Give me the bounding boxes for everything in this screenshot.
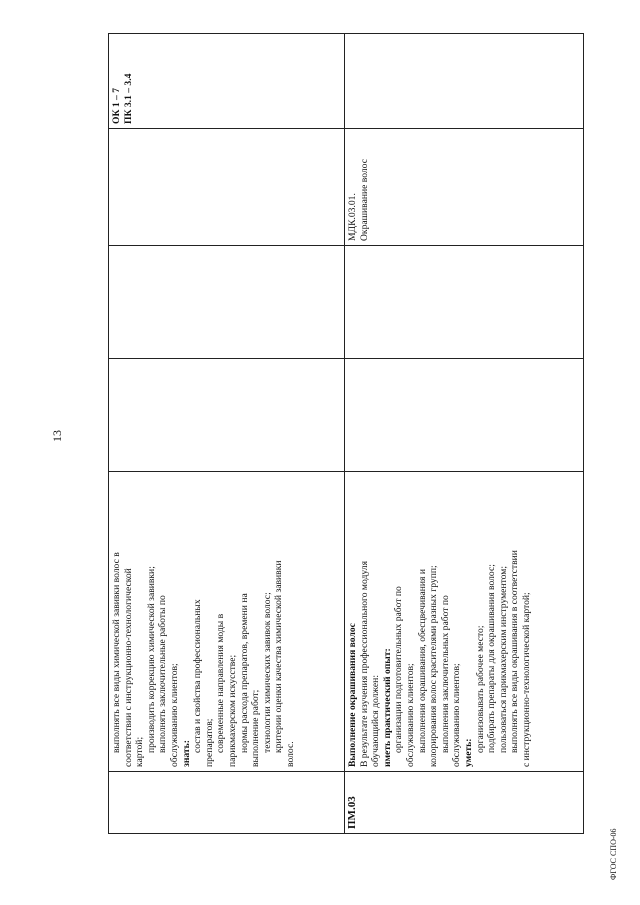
text-line: препаратов; — [203, 718, 215, 767]
text-line: выполнения заключительных работ по — [439, 595, 451, 753]
text-line: иметь практический опыт: — [381, 648, 393, 767]
text-line: колорирования волос красителями разных групп; — [428, 565, 440, 767]
text-line: выполнять все виды химической завивки волос в — [111, 552, 122, 753]
text-line: технологии химических завивок волос; — [261, 592, 273, 753]
module-code: ПМ.03 — [346, 796, 358, 829]
text-line: современные направления моды в — [215, 613, 227, 753]
footer-label: ФГОС СПО-06 — [609, 828, 618, 880]
table-row — [345, 34, 584, 834]
text-line: подбирать препараты для окрашивания волос; — [486, 564, 498, 753]
text-line: обслуживанию клиентов; — [168, 663, 180, 767]
hours-cell — [345, 246, 584, 359]
text-line: обслуживанию клиентов; — [451, 663, 463, 767]
content-cell — [109, 472, 345, 772]
content-cell — [345, 472, 584, 772]
page-number: 13 — [50, 430, 64, 442]
text-line: выполнение работ; — [250, 689, 262, 767]
text-line: обслуживанию клиентов; — [404, 663, 416, 767]
text-line: нормы расхода препаратов, времени на — [238, 593, 250, 753]
hours-cell — [345, 359, 584, 472]
text-line: организовывать рабочее место; — [474, 625, 486, 753]
text-line: В результате изучения профессионального модуля — [358, 561, 370, 767]
competencies-cell — [345, 34, 584, 129]
text-line: критерии оценки качества химической завивки — [273, 560, 285, 753]
rotated-table-sheet — [108, 34, 583, 834]
table-row — [109, 34, 345, 834]
text-line: пользоваться парикмахерским инструментом; — [497, 566, 509, 753]
text-line: ОК 1 – 7 — [111, 87, 122, 124]
mdk-cell — [345, 129, 584, 246]
text-line: уметь: — [462, 738, 474, 767]
text-line: парикмахерском искусстве; — [226, 654, 238, 767]
module-table — [108, 33, 584, 834]
mdk-cell — [109, 129, 345, 246]
text-line: с инструкционно-технологической картой; — [520, 592, 532, 767]
text-line: выполнять заключительные работы по — [157, 595, 169, 753]
text-line: состав и свойства профессиональных — [192, 599, 204, 753]
text-line: знать: — [180, 740, 192, 767]
text-line: обучающийся должен: — [370, 675, 382, 767]
text-line: организации подготовительных работ по — [393, 586, 405, 753]
text-line: производить коррекцию химической завивки; — [145, 566, 157, 753]
competencies-cell — [109, 34, 345, 129]
text-line: Выполнение окрашивания волос — [347, 623, 358, 767]
text-line: Окрашивание волос — [358, 159, 370, 241]
hours-cell — [109, 359, 345, 472]
text-line: ПК 3.1 – 3.4 — [122, 73, 134, 124]
hours-cell — [109, 246, 345, 359]
code-cell — [345, 772, 584, 834]
text-line: соответствии с инструкционно-технологической — [122, 568, 134, 767]
text-line: МДК.03.01. — [347, 193, 358, 241]
code-cell — [109, 772, 345, 834]
text-line: волос. — [284, 741, 296, 767]
text-line: выполнять все виды окрашивания в соответствии — [509, 550, 521, 753]
text-line: выполнения окрашивания, обесцвечивания и — [416, 569, 428, 753]
text-line: картой; — [134, 736, 146, 767]
